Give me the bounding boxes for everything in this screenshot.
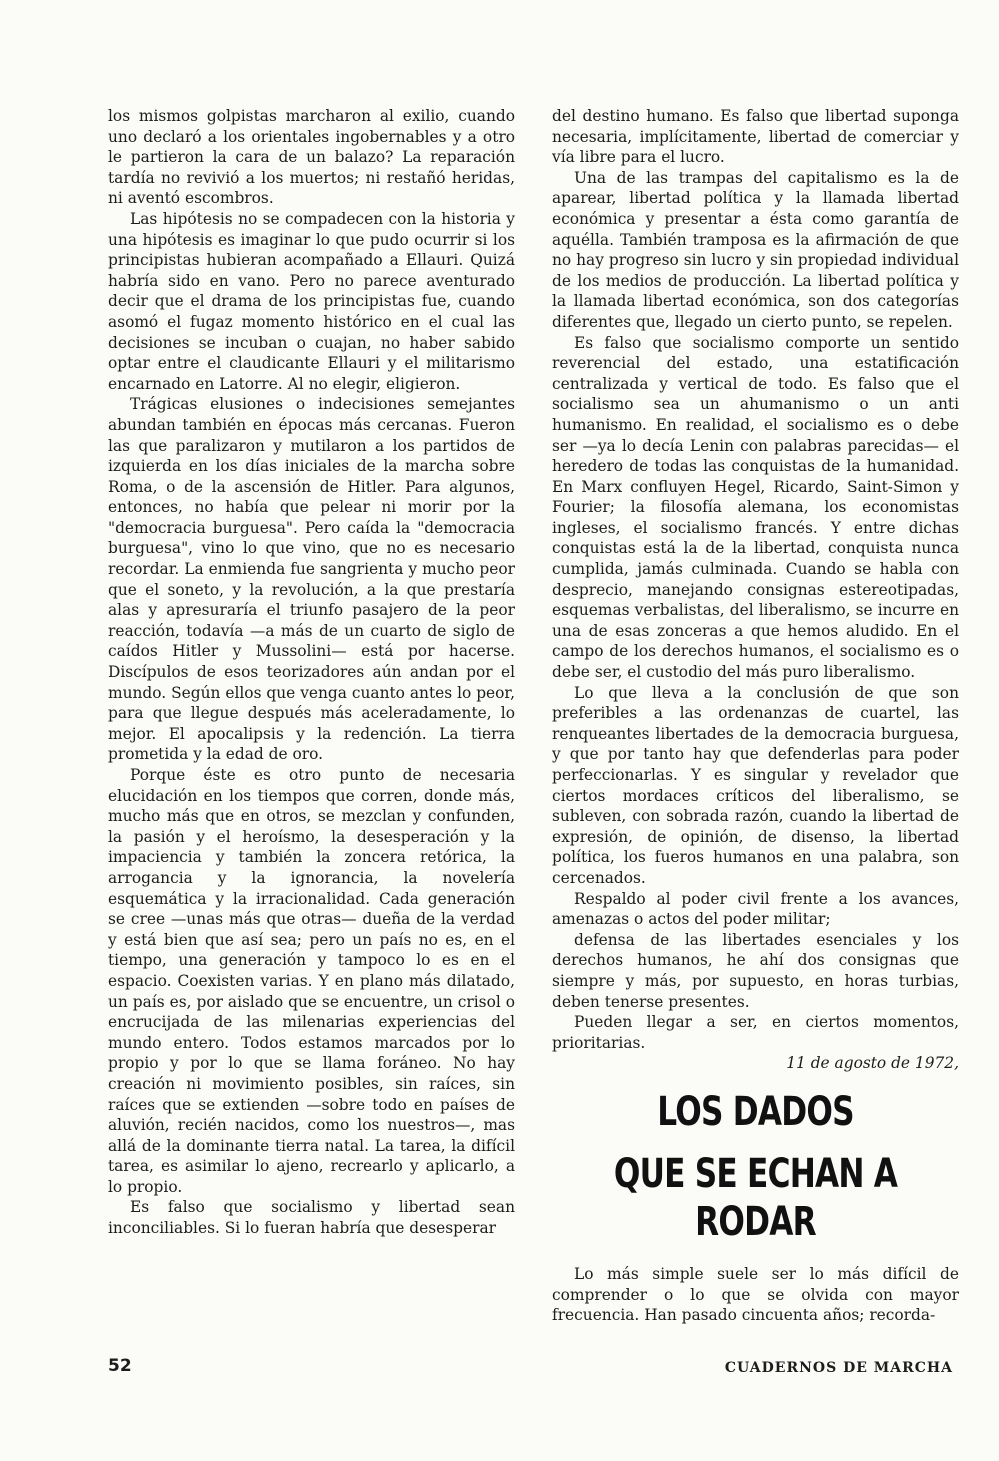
body-paragraph: Respaldo al poder civil frente a los avances, amenazas o actos del poder militar;	[552, 889, 959, 929]
article-opening-paragraph: Lo más simple suele ser lo más difícil de comprender o lo que se olvida con mayor frecuencia. Han pasado cincuenta años; recorda-	[552, 1264, 959, 1325]
dateline: 11 de agosto de 1972,	[786, 1054, 959, 1073]
publication-footer: CUADERNOS DE MARCHA	[724, 1360, 953, 1376]
body-paragraph: del destino humano. Es falso que libertad suponga necesaria, implícitamente, libertad de comerciar y vía libre para el lucro.	[552, 107, 959, 167]
headline-line-1: LOS DADOS	[657, 1088, 854, 1135]
body-paragraph: Es falso que socialismo comporte un sentido reverencial del estado, una estatificación centralizada y vertical de todo. Es falso que el socialismo sea un ahumanismo o un anti humanismo. En realidad, el socialismo es o debe ser —ya lo decía Lenin con palabras parecidas— el heredero de todas las conquistas de la humanidad. En Marx confluyen Hegel, Ricardo, Saint-Simon y Fourier; la filosofía alemana, los economistas ingleses, el socialismo francés. Y entre dichas conquistas está la de la libertad, conquista nunca cumplida, jamás culminada. Cuando se habla con desprecio, manejando consignas estereotipadas, esquemas verbalistas, del liberalismo, se incurre en una de esas zonceras a que hemos aludido. En el campo de los derechos humanos, el socialismo es o debe ser, el custodio del más puro liberalismo.	[552, 333, 959, 682]
body-paragraph: los mismos golpistas marcharon al exilio, cuando uno declaró a los orientales ingobernables y a otro le partieron la cara de un balazo? La reparación tardía no revivió a los muertos; ni restañó heridas, ni aventó escombros.	[108, 107, 515, 208]
body-paragraph: Es falso que socialismo y libertad sean inconciliables. Si lo fueran habría que desesperar	[108, 1198, 515, 1238]
body-paragraph: Trágicas elusiones o indecisiones semejantes abundan también en épocas más cercanas. Fueron las que paralizaron y mutilaron a los partidos de izquierda en los días iniciales de la marcha sobre Roma, o de la ascensión de Hitler. Para algunos, entonces, no había que pelear ni morir por la "democracia burguesa". Pero caída la "democracia burguesa", vino lo que vino, que no es necesario recordar. La enmienda fue sangrienta y mucho peor que el soneto, y la revolución, a la que prestaría alas y apresuraría el triunfo pasajero de la peor reacción, todavía —a más de un cuarto de siglo de caídos Hitler y Mussolini— está por hacerse. Discípulos de esos teorizadores aún andan por el mundo. Según ellos que venga cuanto antes lo peor, para que llegue después más aceleradamente, lo mejor. El apocalipsis y la redención. La tierra prometida y la edad de oro.	[108, 395, 515, 764]
body-paragraph: Lo que lleva a la conclusión de que son preferibles a las ordenanzas de cuartel, las renqueantes libertades de la democracia burguesa, y que por tanto hay que defenderlas para poder perfeccionarlas. Y es singular y revelador que ciertos mordaces críticos del liberalismo, se subleven, con sobrada razón, cuando la libertad de expresión, de opinión, de disenso, la libertad política, los fueros humanos en una palabra, son cercenados.	[552, 683, 959, 887]
body-paragraph: Las hipótesis no se compadecen con la historia y una hipótesis es imaginar lo que pudo ocurrir si los principistas hubieran acompañado a Ellauri. Quizá habría sido en vano. Pero no parece aventurado decir que el drama de los principistas fue, cuando asomó el fugaz momento histórico en el cual las decisiones se incuban o cuajan, no haber sabido optar entre el claudicante Ellauri y el militarismo encarnado en Latorre. Al no elegir, eligieron.	[108, 209, 515, 393]
body-paragraph: Una de las trampas del capitalismo es la de aparear, libertad política y la llamada libertad económica y presentar a ésta como garantía de aquélla. También tramposa es la afirmación de que no hay progreso sin lucro y sin propiedad individual de los medios de producción. La libertad política y la llamada libertad económica, son dos categorías diferentes que, llegado un cierto punto, se repelen.	[552, 168, 959, 331]
headline-line-2: QUE SE ECHAN A RODAR	[613, 1150, 898, 1245]
left-column	[108, 106, 515, 1239]
right-column	[552, 106, 959, 1326]
body-paragraph: Pueden llegar a ser, en ciertos momentos, prioritarias.	[552, 1013, 959, 1052]
body-paragraph: Porque éste es otro punto de necesaria elucidación en los tiempos que corren, donde más, mucho más que en otros, se mezclan y confunden, la pasión y el heroísmo, la desesperación y la impaciencia y también la zoncera retórica, la arrogancia y la ignorancia, la novelería esquemática y la irracionalidad. Cada generación se cree —unas más que otras— dueña de la verdad y está bien que así sea; pero un país no es, en el tiempo, una generación y tampoco lo es en el espacio. Coexisten varias. Y en plano más dilatado, un país es, por aislado que se encuentre, un crisol o encrucijada de las milenarias experiencias del mundo entero. Todos estamos marcados por lo propio y por lo que se llama foráneo. No hay creación ni movimiento posibles, sin raíces, sin raíces que se extienden —sobre todo en países de aluvión, recién nacidos, como los nuestros—, mas allá de la dominante tierra natal. La tarea, la difícil tarea, es asimilar lo ajeno, recrearlo y aplicarlo, a lo propio.	[108, 766, 515, 1196]
body-paragraph: defensa de las libertades esenciales y los derechos humanos, he ahí dos consignas que siempre y más, por supuesto, en horas turbias, deben tenerse presentes.	[552, 930, 959, 1011]
article-headline	[552, 1088, 959, 1246]
page-number: 52	[108, 1356, 132, 1376]
